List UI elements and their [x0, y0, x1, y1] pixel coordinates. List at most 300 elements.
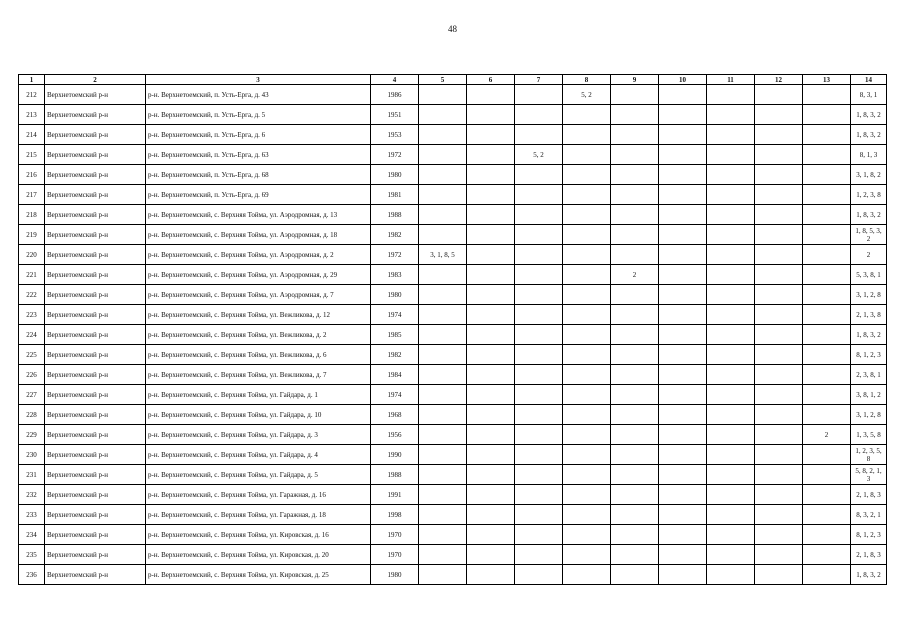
col11-cell: [707, 345, 755, 365]
col6-cell: [467, 405, 515, 425]
year-cell: 1974: [371, 305, 419, 325]
table-row: [19, 505, 887, 525]
col14-cell: 2, 1, 3, 8: [851, 305, 887, 325]
address-cell: р-н. Верхнетоемский, с. Верхняя Тойма, ул. Аэродромная, д. 29: [146, 265, 371, 285]
col10-cell: [659, 525, 707, 545]
col14-cell: 2: [851, 245, 887, 265]
col14-cell: 1, 3, 5, 8: [851, 425, 887, 445]
col12-cell: [755, 85, 803, 105]
row-number-cell: 222: [19, 285, 45, 305]
col5-cell: [419, 485, 467, 505]
col8-cell: [563, 485, 611, 505]
column-header-3: 3: [146, 75, 371, 85]
col5-cell: [419, 185, 467, 205]
year-cell: 1972: [371, 145, 419, 165]
col12-cell: [755, 385, 803, 405]
col14-cell: 3, 8, 1, 2: [851, 385, 887, 405]
col12-cell: [755, 105, 803, 125]
col10-cell: [659, 385, 707, 405]
row-number-cell: 232: [19, 485, 45, 505]
col5-cell: [419, 465, 467, 485]
col9-cell: [611, 105, 659, 125]
col10-cell: [659, 265, 707, 285]
col9-cell: [611, 145, 659, 165]
col8-cell: [563, 425, 611, 445]
col10-cell: [659, 145, 707, 165]
col5-cell: [419, 145, 467, 165]
address-cell: р-н. Верхнетоемский, с. Верхняя Тойма, ул. Гайдара, д. 4: [146, 445, 371, 465]
col14-cell: 3, 1, 8, 2: [851, 165, 887, 185]
address-cell: р-н. Верхнетоемский, с. Верхняя Тойма, ул. Вежликова, д. 7: [146, 365, 371, 385]
col9-cell: [611, 545, 659, 565]
col12-cell: [755, 425, 803, 445]
col13-cell: [803, 125, 851, 145]
col6-cell: [467, 425, 515, 445]
col14-cell: 1, 8, 3, 2: [851, 565, 887, 585]
col9-cell: [611, 405, 659, 425]
col12-cell: [755, 565, 803, 585]
col7-cell: [515, 225, 563, 245]
district-cell: Верхнетоемский р-н: [45, 425, 146, 445]
col13-cell: [803, 505, 851, 525]
column-header-2: 2: [45, 75, 146, 85]
row-number-cell: 223: [19, 305, 45, 325]
year-cell: 1988: [371, 465, 419, 485]
address-cell: р-н. Верхнетоемский, п. Усть-Ерга, д. 43: [146, 85, 371, 105]
address-cell: р-н. Верхнетоемский, п. Усть-Ерга, д. 6: [146, 125, 371, 145]
year-cell: 1956: [371, 425, 419, 445]
col6-cell: [467, 565, 515, 585]
address-cell: р-н. Верхнетоемский, с. Верхняя Тойма, ул. Вежликова, д. 2: [146, 325, 371, 345]
col11-cell: [707, 545, 755, 565]
col9-cell: [611, 205, 659, 225]
col5-cell: [419, 285, 467, 305]
col12-cell: [755, 305, 803, 325]
column-header-12: 12: [755, 75, 803, 85]
col12-cell: [755, 465, 803, 485]
col10-cell: [659, 325, 707, 345]
col9-cell: [611, 125, 659, 145]
col6-cell: [467, 465, 515, 485]
table-row: [19, 325, 887, 345]
col13-cell: [803, 285, 851, 305]
col12-cell: [755, 145, 803, 165]
col12-cell: [755, 345, 803, 365]
column-header-4: 4: [371, 75, 419, 85]
col14-cell: 2, 1, 8, 3: [851, 485, 887, 505]
col9-cell: 2: [611, 265, 659, 285]
table-row: [19, 425, 887, 445]
row-number-cell: 226: [19, 365, 45, 385]
col13-cell: [803, 305, 851, 325]
table-row: [19, 265, 887, 285]
col5-cell: 3, 1, 8, 5: [419, 245, 467, 265]
col8-cell: [563, 505, 611, 525]
col8-cell: [563, 145, 611, 165]
col11-cell: [707, 85, 755, 105]
col10-cell: [659, 425, 707, 445]
col12-cell: [755, 365, 803, 385]
col13-cell: [803, 405, 851, 425]
column-header-14: 14: [851, 75, 887, 85]
col10-cell: [659, 125, 707, 145]
column-header-7: 7: [515, 75, 563, 85]
col12-cell: [755, 165, 803, 185]
col5-cell: [419, 405, 467, 425]
address-cell: р-н. Верхнетоемский, с. Верхняя Тойма, ул. Кировская, д. 16: [146, 525, 371, 545]
address-cell: р-н. Верхнетоемский, с. Верхняя Тойма, ул. Гайдара, д. 10: [146, 405, 371, 425]
col7-cell: [515, 525, 563, 545]
col10-cell: [659, 305, 707, 325]
col13-cell: [803, 185, 851, 205]
address-cell: р-н. Верхнетоемский, с. Верхняя Тойма, ул. Гайдара, д. 1: [146, 385, 371, 405]
col6-cell: [467, 165, 515, 185]
col7-cell: [515, 545, 563, 565]
col5-cell: [419, 365, 467, 385]
col12-cell: [755, 485, 803, 505]
address-cell: р-н. Верхнетоемский, п. Усть-Ерга, д. 63: [146, 145, 371, 165]
col11-cell: [707, 165, 755, 185]
col7-cell: [515, 365, 563, 385]
col12-cell: [755, 205, 803, 225]
col11-cell: [707, 265, 755, 285]
col11-cell: [707, 525, 755, 545]
col14-cell: 1, 8, 3, 2: [851, 125, 887, 145]
row-number-cell: 230: [19, 445, 45, 465]
address-cell: р-н. Верхнетоемский, п. Усть-Ерга, д. 69: [146, 185, 371, 205]
col8-cell: [563, 465, 611, 485]
col5-cell: [419, 305, 467, 325]
col11-cell: [707, 225, 755, 245]
col11-cell: [707, 205, 755, 225]
col14-cell: 1, 8, 3, 2: [851, 105, 887, 125]
row-number-cell: 213: [19, 105, 45, 125]
year-cell: 1982: [371, 225, 419, 245]
table-row: [19, 565, 887, 585]
col10-cell: [659, 485, 707, 505]
district-cell: Верхнетоемский р-н: [45, 145, 146, 165]
year-cell: 1998: [371, 505, 419, 525]
district-cell: Верхнетоемский р-н: [45, 165, 146, 185]
col6-cell: [467, 345, 515, 365]
col8-cell: [563, 445, 611, 465]
col8-cell: [563, 105, 611, 125]
col14-cell: 8, 1, 3: [851, 145, 887, 165]
col5-cell: [419, 205, 467, 225]
col13-cell: [803, 265, 851, 285]
col14-cell: 1, 2, 3, 5, 8: [851, 445, 887, 465]
row-number-cell: 234: [19, 525, 45, 545]
col14-cell: 8, 1, 2, 3: [851, 525, 887, 545]
col11-cell: [707, 405, 755, 425]
col9-cell: [611, 185, 659, 205]
row-number-cell: 224: [19, 325, 45, 345]
table-row: [19, 545, 887, 565]
year-cell: 1968: [371, 405, 419, 425]
col8-cell: [563, 385, 611, 405]
address-cell: р-н. Верхнетоемский, с. Верхняя Тойма, ул. Аэродромная, д. 7: [146, 285, 371, 305]
col10-cell: [659, 225, 707, 245]
col7-cell: [515, 425, 563, 445]
column-header-9: 9: [611, 75, 659, 85]
col5-cell: [419, 85, 467, 105]
col8-cell: [563, 125, 611, 145]
year-cell: 1990: [371, 445, 419, 465]
col7-cell: [515, 285, 563, 305]
col10-cell: [659, 545, 707, 565]
year-cell: 1980: [371, 165, 419, 185]
district-cell: Верхнетоемский р-н: [45, 125, 146, 145]
col8-cell: [563, 565, 611, 585]
col9-cell: [611, 245, 659, 265]
district-cell: Верхнетоемский р-н: [45, 565, 146, 585]
col9-cell: [611, 85, 659, 105]
year-cell: 1972: [371, 245, 419, 265]
col9-cell: [611, 445, 659, 465]
col13-cell: [803, 525, 851, 545]
col10-cell: [659, 245, 707, 265]
table-row: [19, 305, 887, 325]
col5-cell: [419, 345, 467, 365]
address-cell: р-н. Верхнетоемский, с. Верхняя Тойма, ул. Аэродромная, д. 13: [146, 205, 371, 225]
col13-cell: [803, 165, 851, 185]
col8-cell: [563, 225, 611, 245]
col9-cell: [611, 425, 659, 445]
address-cell: р-н. Верхнетоемский, с. Верхняя Тойма, ул. Кировская, д. 25: [146, 565, 371, 585]
col11-cell: [707, 245, 755, 265]
year-cell: 1991: [371, 485, 419, 505]
column-header-1: 1: [19, 75, 45, 85]
col11-cell: [707, 485, 755, 505]
col9-cell: [611, 465, 659, 485]
col5-cell: [419, 385, 467, 405]
col9-cell: [611, 525, 659, 545]
col6-cell: [467, 245, 515, 265]
col8-cell: [563, 245, 611, 265]
col10-cell: [659, 85, 707, 105]
col8-cell: [563, 285, 611, 305]
col7-cell: [515, 205, 563, 225]
col6-cell: [467, 105, 515, 125]
col12-cell: [755, 405, 803, 425]
district-cell: Верхнетоемский р-н: [45, 305, 146, 325]
col13-cell: [803, 465, 851, 485]
col14-cell: 8, 3, 2, 1: [851, 505, 887, 525]
col8-cell: [563, 265, 611, 285]
column-header-8: 8: [563, 75, 611, 85]
col7-cell: [515, 345, 563, 365]
row-number-cell: 217: [19, 185, 45, 205]
col10-cell: [659, 205, 707, 225]
district-cell: Верхнетоемский р-н: [45, 465, 146, 485]
col13-cell: [803, 445, 851, 465]
col5-cell: [419, 125, 467, 145]
col11-cell: [707, 445, 755, 465]
table-row: [19, 85, 887, 105]
col8-cell: [563, 165, 611, 185]
table-row: [19, 365, 887, 385]
col9-cell: [611, 345, 659, 365]
col5-cell: [419, 525, 467, 545]
col9-cell: [611, 325, 659, 345]
row-number-cell: 235: [19, 545, 45, 565]
district-cell: Верхнетоемский р-н: [45, 505, 146, 525]
row-number-cell: 215: [19, 145, 45, 165]
col7-cell: [515, 445, 563, 465]
col7-cell: [515, 185, 563, 205]
col5-cell: [419, 505, 467, 525]
col12-cell: [755, 185, 803, 205]
district-cell: Верхнетоемский р-н: [45, 485, 146, 505]
col6-cell: [467, 305, 515, 325]
district-cell: Верхнетоемский р-н: [45, 105, 146, 125]
col5-cell: [419, 545, 467, 565]
row-number-cell: 231: [19, 465, 45, 485]
row-number-cell: 212: [19, 85, 45, 105]
address-cell: р-н. Верхнетоемский, с. Верхняя Тойма, ул. Аэродромная, д. 18: [146, 225, 371, 245]
table-row: [19, 465, 887, 485]
col8-cell: [563, 525, 611, 545]
col5-cell: [419, 565, 467, 585]
col13-cell: [803, 145, 851, 165]
col5-cell: [419, 265, 467, 285]
year-cell: 1980: [371, 565, 419, 585]
district-cell: Верхнетоемский р-н: [45, 85, 146, 105]
row-number-cell: 236: [19, 565, 45, 585]
row-number-cell: 228: [19, 405, 45, 425]
col14-cell: 1, 8, 3, 2: [851, 205, 887, 225]
col6-cell: [467, 525, 515, 545]
col11-cell: [707, 425, 755, 445]
address-cell: р-н. Верхнетоемский, п. Усть-Ерга, д. 68: [146, 165, 371, 185]
year-cell: 1981: [371, 185, 419, 205]
col11-cell: [707, 105, 755, 125]
district-cell: Верхнетоемский р-н: [45, 265, 146, 285]
col8-cell: [563, 325, 611, 345]
address-cell: р-н. Верхнетоемский, с. Верхняя Тойма, ул. Кировская, д. 20: [146, 545, 371, 565]
col9-cell: [611, 305, 659, 325]
col13-cell: [803, 225, 851, 245]
column-header-11: 11: [707, 75, 755, 85]
table-row: [19, 405, 887, 425]
district-cell: Верхнетоемский р-н: [45, 205, 146, 225]
col13-cell: 2: [803, 425, 851, 445]
col6-cell: [467, 365, 515, 385]
district-cell: Верхнетоемский р-н: [45, 405, 146, 425]
col6-cell: [467, 185, 515, 205]
year-cell: 1953: [371, 125, 419, 145]
year-cell: 1985: [371, 325, 419, 345]
table-row: [19, 185, 887, 205]
col8-cell: 5, 2: [563, 85, 611, 105]
col6-cell: [467, 85, 515, 105]
table-row: [19, 125, 887, 145]
col10-cell: [659, 565, 707, 585]
col8-cell: [563, 305, 611, 325]
col8-cell: [563, 185, 611, 205]
col13-cell: [803, 85, 851, 105]
col6-cell: [467, 485, 515, 505]
district-cell: Верхнетоемский р-н: [45, 325, 146, 345]
table-row: [19, 525, 887, 545]
col10-cell: [659, 405, 707, 425]
col7-cell: [515, 105, 563, 125]
col12-cell: [755, 125, 803, 145]
column-header-6: 6: [467, 75, 515, 85]
col12-cell: [755, 285, 803, 305]
col14-cell: 2, 3, 8, 1: [851, 365, 887, 385]
col14-cell: 8, 1, 2, 3: [851, 345, 887, 365]
row-number-cell: 214: [19, 125, 45, 145]
col10-cell: [659, 105, 707, 125]
row-number-cell: 219: [19, 225, 45, 245]
col6-cell: [467, 445, 515, 465]
col5-cell: [419, 445, 467, 465]
row-number-cell: 216: [19, 165, 45, 185]
district-cell: Верхнетоемский р-н: [45, 445, 146, 465]
col14-cell: 3, 1, 2, 8: [851, 405, 887, 425]
col8-cell: [563, 545, 611, 565]
year-cell: 1984: [371, 365, 419, 385]
col12-cell: [755, 265, 803, 285]
col11-cell: [707, 125, 755, 145]
col11-cell: [707, 365, 755, 385]
col10-cell: [659, 445, 707, 465]
address-cell: р-н. Верхнетоемский, с. Верхняя Тойма, ул. Гаражная, д. 18: [146, 505, 371, 525]
col7-cell: [515, 265, 563, 285]
column-header-13: 13: [803, 75, 851, 85]
row-number-cell: 233: [19, 505, 45, 525]
col13-cell: [803, 345, 851, 365]
year-cell: 1988: [371, 205, 419, 225]
col14-cell: 1, 8, 5, 3, 2: [851, 225, 887, 245]
col9-cell: [611, 485, 659, 505]
col13-cell: [803, 205, 851, 225]
col8-cell: [563, 205, 611, 225]
address-cell: р-н. Верхнетоемский, с. Верхняя Тойма, ул. Гайдара, д. 3: [146, 425, 371, 445]
table-row: [19, 205, 887, 225]
district-cell: Верхнетоемский р-н: [45, 245, 146, 265]
row-number-cell: 227: [19, 385, 45, 405]
col12-cell: [755, 505, 803, 525]
col12-cell: [755, 245, 803, 265]
col10-cell: [659, 365, 707, 385]
col11-cell: [707, 185, 755, 205]
header-row: [19, 75, 887, 85]
col11-cell: [707, 465, 755, 485]
page-number: 48: [448, 24, 457, 34]
col7-cell: [515, 485, 563, 505]
col12-cell: [755, 445, 803, 465]
year-cell: 1970: [371, 545, 419, 565]
col13-cell: [803, 245, 851, 265]
col6-cell: [467, 285, 515, 305]
col12-cell: [755, 525, 803, 545]
col6-cell: [467, 545, 515, 565]
col11-cell: [707, 305, 755, 325]
col6-cell: [467, 145, 515, 165]
col10-cell: [659, 345, 707, 365]
year-cell: 1983: [371, 265, 419, 285]
col10-cell: [659, 505, 707, 525]
col11-cell: [707, 325, 755, 345]
col7-cell: 5, 2: [515, 145, 563, 165]
col9-cell: [611, 505, 659, 525]
district-cell: Верхнетоемский р-н: [45, 345, 146, 365]
col14-cell: 8, 3, 1: [851, 85, 887, 105]
table-row: [19, 345, 887, 365]
table-row: [19, 165, 887, 185]
